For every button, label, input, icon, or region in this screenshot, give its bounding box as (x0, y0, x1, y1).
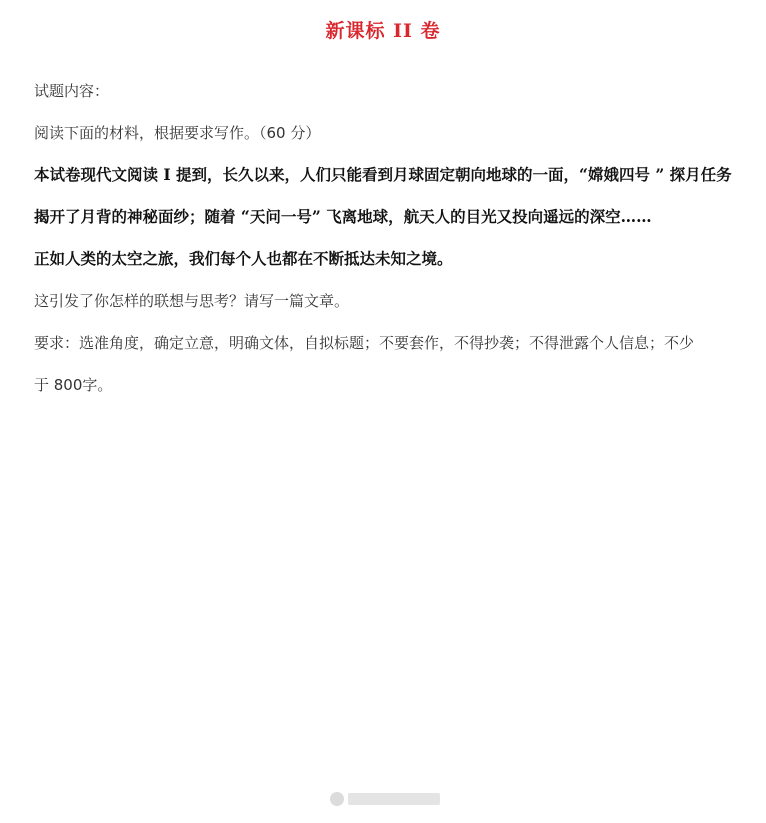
material-line-1: 本试卷现代文阅读 I 提到，长久以来，人们只能看到月球固定朝向地球的一面，“嫦娥四号 ” 探月任务 (34, 165, 732, 184)
watermark (330, 792, 440, 806)
watermark-logo-icon (330, 792, 344, 806)
material-line-2: 揭开了月背的神秘面纱；随着 “天问一号” 飞离地球，航天人的目光又投向遥远的深空…… (34, 207, 652, 226)
requirements-line-2: 于 800字。 (34, 376, 113, 394)
prompt-line: 这引发了你怎样的联想与思考？请写一篇文章。 (34, 292, 350, 310)
material-line-3: 正如人类的太空之旅，我们每个人也都在不断抵达未知之境。 (34, 249, 453, 268)
instruction-line: 阅读下面的材料，根据要求写作。（60 分） (34, 124, 321, 142)
question-label: 试题内容： (34, 82, 110, 100)
question-body (34, 80, 734, 416)
watermark-blur (348, 793, 440, 805)
page-title: 新课标 II 卷 (325, 20, 441, 42)
requirements-line-1: 要求：选准角度，确定立意，明确文体，自拟标题；不要套作，不得抄袭；不得泄露个人信息；不少 (34, 334, 695, 352)
